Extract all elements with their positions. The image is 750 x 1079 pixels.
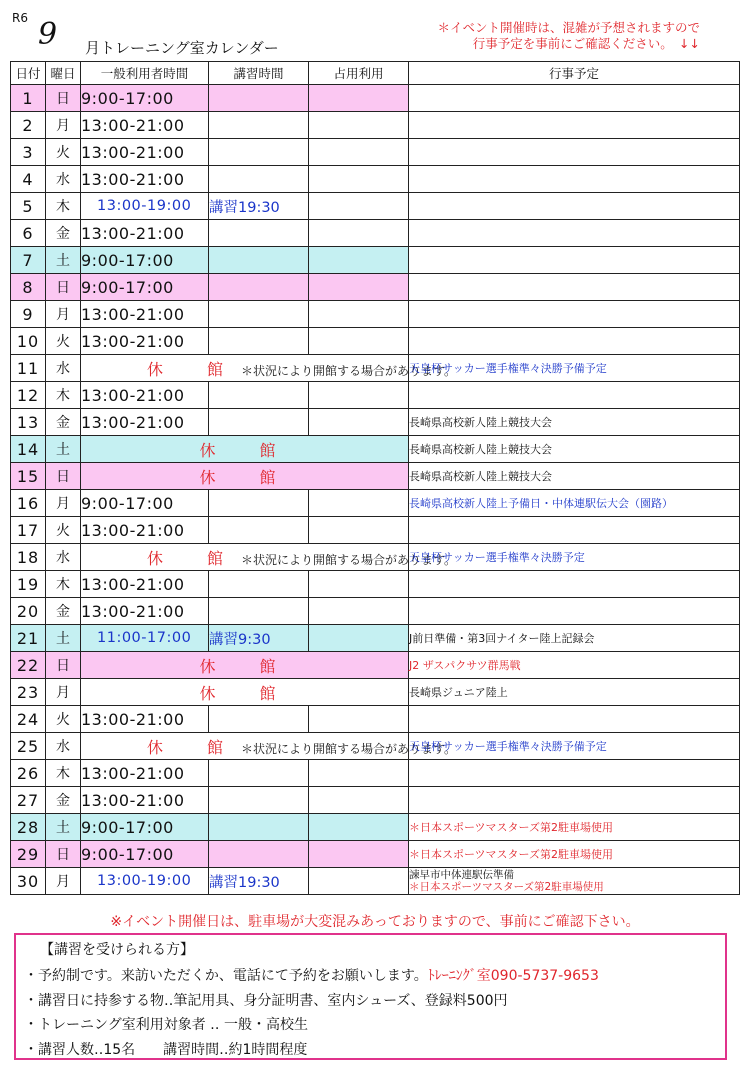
weekday-cell: 水 — [46, 544, 81, 571]
day-cell: 29 — [11, 841, 46, 868]
phone-number: ﾄﾚｰﾆﾝｸﾞ室090-5737-9653 — [427, 968, 599, 984]
lecture-time-cell — [209, 247, 309, 274]
weekday-cell: 金 — [46, 787, 81, 814]
event-text: 長崎県高校新人陸上予備日・中体連駅伝大会（園路） — [409, 496, 673, 510]
day-cell: 24 — [11, 706, 46, 733]
calendar-row — [11, 112, 740, 139]
closed-label: 休 館 — [147, 737, 238, 757]
general-hours-cell: 13:00-21:00 — [81, 409, 209, 436]
calendar-row — [11, 328, 740, 355]
closed-cell — [81, 679, 409, 706]
lecture-time-cell — [209, 787, 309, 814]
weekday-cell: 土 — [46, 247, 81, 274]
parking-notice: ※イベント開催日は、駐車場が大変混みあっておりますので、事前にご確認下さい。 — [110, 914, 640, 930]
event-text: J2 ザスパクサツ群馬戦 — [409, 658, 521, 672]
weekday-cell: 火 — [46, 139, 81, 166]
event-text: 天皇杯サッカー選手権準々決勝予備予定 — [409, 361, 607, 375]
day-cell: 2 — [11, 112, 46, 139]
event-cell — [409, 490, 740, 517]
calendar-row — [11, 841, 740, 868]
occupied-use-cell — [309, 274, 409, 301]
event-text: 長崎県高校新人陸上競技大会 — [409, 442, 552, 456]
era-label: R6 — [12, 11, 28, 25]
weekday-cell: 月 — [46, 679, 81, 706]
event-text-secondary: ＊日本スポーツマスターズ第2駐車場使用 — [409, 881, 604, 893]
weekday-cell: 土 — [46, 625, 81, 652]
month-number: 9 — [38, 17, 58, 52]
occupied-use-cell — [309, 166, 409, 193]
lecture-time-cell — [209, 382, 309, 409]
closed-cell — [81, 436, 409, 463]
weekday-cell: 日 — [46, 463, 81, 490]
day-cell: 20 — [11, 598, 46, 625]
occupied-use-cell — [309, 787, 409, 814]
calendar-row — [11, 652, 740, 679]
event-cell — [409, 220, 740, 247]
lecture-time-cell — [209, 112, 309, 139]
general-hours-cell: 13:00-21:00 — [81, 166, 209, 193]
closed-label: 休 館 — [199, 656, 290, 676]
general-hours-cell: 13:00-21:00 — [81, 598, 209, 625]
day-cell: 10 — [11, 328, 46, 355]
lecture-time-cell — [209, 409, 309, 436]
event-cell — [409, 436, 740, 463]
lecture-time-cell — [209, 85, 309, 112]
col-day: 日付 — [11, 62, 46, 85]
closed-label: 休 館 — [147, 548, 238, 568]
occupied-use-cell — [309, 139, 409, 166]
calendar-row — [11, 382, 740, 409]
event-cell — [409, 841, 740, 868]
day-cell: 1 — [11, 85, 46, 112]
general-hours-cell: 13:00-19:00 — [81, 193, 209, 220]
col-events: 行事予定 — [409, 62, 740, 85]
closed-cell — [81, 355, 457, 382]
reservation-text: ・予約制です。来訪いただくか、電話にて予約をお願いします。 — [24, 968, 428, 984]
col-weekday: 曜日 — [46, 62, 81, 85]
occupied-use-cell — [309, 571, 409, 598]
lecture-time-cell — [209, 841, 309, 868]
lecture-time-cell — [209, 274, 309, 301]
weekday-cell: 月 — [46, 868, 81, 895]
day-cell: 25 — [11, 733, 46, 760]
calendar-row — [11, 193, 740, 220]
day-cell: 6 — [11, 220, 46, 247]
lecture-info-eligibility: ・トレーニング室利用対象者 ‥ 一般・高校生 — [24, 1017, 308, 1033]
event-cell — [409, 571, 740, 598]
calendar-row — [11, 436, 740, 463]
calendar-row — [11, 598, 740, 625]
general-hours-cell: 13:00-21:00 — [81, 760, 209, 787]
day-cell: 19 — [11, 571, 46, 598]
weekday-cell: 木 — [46, 193, 81, 220]
day-cell: 9 — [11, 301, 46, 328]
general-hours-cell: 13:00-21:00 — [81, 139, 209, 166]
lecture-time-cell — [209, 301, 309, 328]
weekday-cell: 水 — [46, 355, 81, 382]
day-cell: 11 — [11, 355, 46, 382]
calendar-row — [11, 787, 740, 814]
lecture-time-cell — [209, 706, 309, 733]
general-hours-cell: 13:00-21:00 — [81, 706, 209, 733]
closed-cell — [81, 652, 409, 679]
day-cell: 22 — [11, 652, 46, 679]
closed-cell — [81, 544, 457, 571]
lecture-info-box — [14, 933, 727, 1060]
event-text: 長崎県高校新人陸上競技大会 — [409, 469, 552, 483]
lecture-time-cell: 講習19:30 — [209, 868, 309, 895]
event-cell — [409, 247, 740, 274]
event-cell — [409, 625, 740, 652]
event-cell — [409, 382, 740, 409]
event-cell — [409, 139, 740, 166]
general-hours-cell: 13:00-21:00 — [81, 301, 209, 328]
weekday-cell: 火 — [46, 517, 81, 544]
event-cell — [409, 733, 740, 760]
calendar-row — [11, 571, 740, 598]
lecture-info-capacity: ・講習人数‥15名 講習時間‥約1時間程度 — [24, 1041, 308, 1058]
lecture-time-cell: 講習19:30 — [209, 193, 309, 220]
closed-note: ＊状況により開館する場合があります。 — [241, 741, 457, 756]
lecture-info-title: 【講習を受けられる方】 — [40, 942, 194, 958]
lecture-info-items: ・講習日に持参する物‥筆記用具、身分証明書、室内シューズ、登録料500円 — [24, 992, 508, 1009]
day-cell: 17 — [11, 517, 46, 544]
day-cell: 12 — [11, 382, 46, 409]
event-cell — [409, 85, 740, 112]
event-text: 長崎県高校新人陸上競技大会 — [409, 415, 552, 429]
occupied-use-cell — [309, 301, 409, 328]
event-text: ＊日本スポーツマスターズ第2駐車場使用 — [409, 847, 614, 861]
occupied-use-cell — [309, 220, 409, 247]
event-cell — [409, 652, 740, 679]
event-cell — [409, 301, 740, 328]
occupied-use-cell — [309, 760, 409, 787]
col-occupied-use: 占用利用 — [309, 62, 409, 85]
occupied-use-cell — [309, 625, 409, 652]
occupied-use-cell — [309, 247, 409, 274]
calendar-row — [11, 868, 740, 895]
occupied-use-cell — [309, 328, 409, 355]
calendar-row — [11, 166, 740, 193]
occupied-use-cell — [309, 814, 409, 841]
weekday-cell: 水 — [46, 733, 81, 760]
weekday-cell: 金 — [46, 598, 81, 625]
day-cell: 4 — [11, 166, 46, 193]
general-hours-cell: 11:00-17:00 — [81, 625, 209, 652]
event-cell — [409, 193, 740, 220]
occupied-use-cell — [309, 868, 409, 895]
occupied-use-cell — [309, 706, 409, 733]
general-hours-cell: 9:00-17:00 — [81, 247, 209, 274]
closed-label: 休 館 — [199, 683, 290, 703]
event-notice — [400, 20, 700, 52]
occupied-use-cell — [309, 382, 409, 409]
calendar-row — [11, 490, 740, 517]
general-hours-cell: 9:00-17:00 — [81, 490, 209, 517]
calendar-row — [11, 301, 740, 328]
event-cell — [409, 328, 740, 355]
header-row — [11, 62, 740, 85]
event-cell — [409, 274, 740, 301]
day-cell: 14 — [11, 436, 46, 463]
event-cell — [409, 166, 740, 193]
event-cell — [409, 463, 740, 490]
calendar-row — [11, 220, 740, 247]
weekday-cell: 木 — [46, 571, 81, 598]
event-cell — [409, 679, 740, 706]
weekday-cell: 土 — [46, 814, 81, 841]
occupied-use-cell — [309, 409, 409, 436]
event-cell — [409, 760, 740, 787]
day-cell: 18 — [11, 544, 46, 571]
event-text: 天皇杯サッカー選手権準々決勝予定 — [409, 550, 585, 564]
general-hours-cell: 9:00-17:00 — [81, 274, 209, 301]
closed-note: ＊状況により開館する場合があります。 — [241, 363, 457, 378]
weekday-cell: 木 — [46, 760, 81, 787]
general-hours-cell: 13:00-21:00 — [81, 328, 209, 355]
occupied-use-cell — [309, 841, 409, 868]
weekday-cell: 日 — [46, 85, 81, 112]
event-cell — [409, 598, 740, 625]
occupied-use-cell — [309, 193, 409, 220]
event-cell — [409, 868, 740, 895]
col-lecture-time: 講習時間 — [209, 62, 309, 85]
calendar-row — [11, 814, 740, 841]
event-text: ＊日本スポーツマスターズ第2駐車場使用 — [409, 820, 614, 834]
occupied-use-cell — [309, 85, 409, 112]
day-cell: 21 — [11, 625, 46, 652]
calendar-row — [11, 706, 740, 733]
calendar-row — [11, 409, 740, 436]
weekday-cell: 月 — [46, 112, 81, 139]
calendar-title: 月トレーニング室カレンダー — [85, 39, 279, 57]
event-text: 天皇杯サッカー選手権準々決勝予備予定 — [409, 739, 607, 753]
closed-label: 休 館 — [199, 467, 290, 487]
calendar-row — [11, 544, 740, 571]
weekday-cell: 木 — [46, 382, 81, 409]
calendar-row — [11, 463, 740, 490]
lecture-time-cell — [209, 166, 309, 193]
general-hours-cell: 9:00-17:00 — [81, 814, 209, 841]
event-cell — [409, 517, 740, 544]
calendar-row — [11, 139, 740, 166]
weekday-cell: 金 — [46, 409, 81, 436]
day-cell: 7 — [11, 247, 46, 274]
event-cell — [409, 112, 740, 139]
calendar-row — [11, 733, 740, 760]
col-general-hours: 一般利用者時間 — [81, 62, 209, 85]
weekday-cell: 火 — [46, 706, 81, 733]
lecture-info-reservation — [24, 964, 717, 989]
general-hours-cell: 9:00-17:00 — [81, 841, 209, 868]
event-cell — [409, 544, 740, 571]
day-cell: 15 — [11, 463, 46, 490]
day-cell: 26 — [11, 760, 46, 787]
general-hours-cell: 13:00-19:00 — [81, 868, 209, 895]
closed-label: 休 館 — [147, 359, 238, 379]
occupied-use-cell — [309, 490, 409, 517]
lecture-time-cell — [209, 814, 309, 841]
general-hours-cell: 13:00-21:00 — [81, 571, 209, 598]
closed-cell — [81, 733, 457, 760]
event-notice-line1: ＊イベント開催時は、混雑が予想されますので — [437, 20, 700, 35]
calendar-row — [11, 679, 740, 706]
lecture-time-cell: 講習9:30 — [209, 625, 309, 652]
calendar-table — [10, 61, 740, 895]
lecture-time-cell — [209, 760, 309, 787]
event-text: J前日準備・第3回ナイター陸上記録会 — [409, 631, 595, 645]
lecture-time-cell — [209, 598, 309, 625]
calendar-row — [11, 274, 740, 301]
lecture-time-cell — [209, 328, 309, 355]
day-cell: 3 — [11, 139, 46, 166]
day-cell: 28 — [11, 814, 46, 841]
occupied-use-cell — [309, 112, 409, 139]
general-hours-cell: 13:00-21:00 — [81, 382, 209, 409]
weekday-cell: 土 — [46, 436, 81, 463]
general-hours-cell: 9:00-17:00 — [81, 85, 209, 112]
occupied-use-cell — [309, 517, 409, 544]
lecture-time-cell — [209, 139, 309, 166]
day-cell: 8 — [11, 274, 46, 301]
weekday-cell: 月 — [46, 490, 81, 517]
calendar-row — [11, 760, 740, 787]
event-text: 諫早市中体連駅伝準備 — [409, 869, 514, 881]
closed-label: 休 館 — [199, 440, 290, 460]
calendar-row — [11, 625, 740, 652]
day-cell: 27 — [11, 787, 46, 814]
event-text: 長崎県ジュニア陸上 — [409, 685, 508, 699]
day-cell: 30 — [11, 868, 46, 895]
calendar-row — [11, 517, 740, 544]
general-hours-cell: 13:00-21:00 — [81, 517, 209, 544]
weekday-cell: 月 — [46, 301, 81, 328]
weekday-cell: 日 — [46, 274, 81, 301]
lecture-time-cell — [209, 490, 309, 517]
weekday-cell: 日 — [46, 652, 81, 679]
lecture-time-cell — [209, 571, 309, 598]
lecture-time-cell — [209, 220, 309, 247]
weekday-cell: 金 — [46, 220, 81, 247]
calendar-row — [11, 247, 740, 274]
event-cell — [409, 787, 740, 814]
closed-note: ＊状況により開館する場合があります。 — [241, 552, 457, 567]
day-cell: 16 — [11, 490, 46, 517]
lecture-time-cell — [209, 517, 309, 544]
weekday-cell: 水 — [46, 166, 81, 193]
general-hours-cell: 13:00-21:00 — [81, 112, 209, 139]
closed-cell — [81, 463, 409, 490]
calendar-row — [11, 85, 740, 112]
event-notice-line2: 行事予定を事前にご確認ください。 ↓↓ — [472, 36, 700, 51]
event-cell — [409, 409, 740, 436]
event-cell — [409, 355, 740, 382]
day-cell: 13 — [11, 409, 46, 436]
weekday-cell: 火 — [46, 328, 81, 355]
calendar-row — [11, 355, 740, 382]
general-hours-cell: 13:00-21:00 — [81, 220, 209, 247]
event-cell — [409, 706, 740, 733]
day-cell: 23 — [11, 679, 46, 706]
event-cell — [409, 814, 740, 841]
weekday-cell: 日 — [46, 841, 81, 868]
day-cell: 5 — [11, 193, 46, 220]
general-hours-cell: 13:00-21:00 — [81, 787, 209, 814]
occupied-use-cell — [309, 598, 409, 625]
